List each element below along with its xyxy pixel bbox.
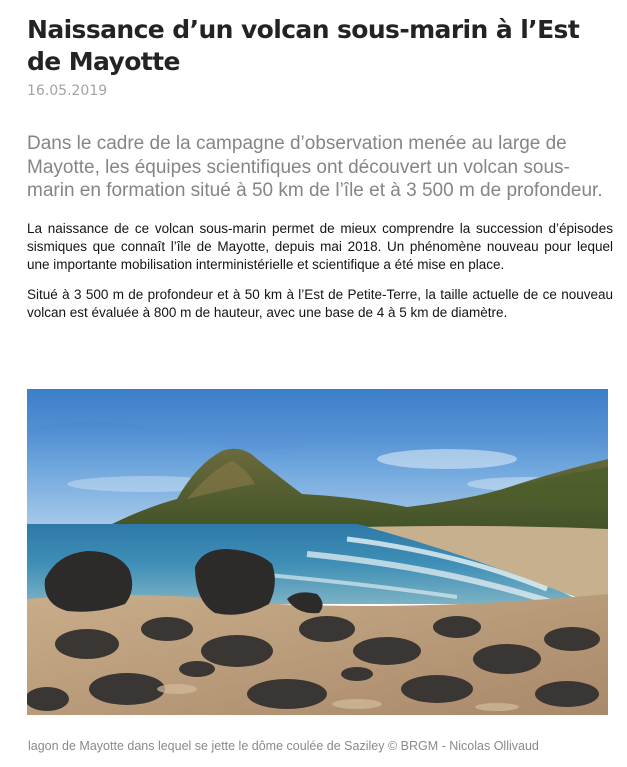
- body-paragraph-1: La naissance de ce volcan sous-marin permet de mieux comprendre la succession d’épisodes sismiques que connaît l’île de Mayotte, depuis mai 2018. Un phénomène nouveau pour lequel une importante mobilisation interministérielle et scientifique a été mise en place.: [27, 220, 613, 272]
- article-lead: Dans le cadre de la campagne d’observation menée au large de Mayotte, les équipes scientifiques ont découvert un volcan sous-marin en formation situé à 50 km de l’île et à 3 500 m de profondeur.: [27, 133, 603, 201]
- body-paragraph-2: Situé à 3 500 m de profondeur et à 50 km à l’Est de Petite-Terre, la taille actuelle de ce nouveau volcan est évaluée à 800 m de hauteur, avec une base de 4 à 5 km de diamètre.: [27, 286, 613, 320]
- photo-caption: lagon de Mayotte dans lequel se jette le dôme coulée de Saziley © BRGM - Nicolas Ollivaud: [28, 739, 539, 753]
- article-photo: [27, 389, 608, 715]
- article: [27, 14, 613, 322]
- beach-landscape-illustration: [27, 389, 608, 715]
- publication-date: 16.05.2019: [27, 83, 108, 99]
- article-title: Naissance d’un volcan sous-marin à l’Est de Mayotte: [27, 15, 580, 76]
